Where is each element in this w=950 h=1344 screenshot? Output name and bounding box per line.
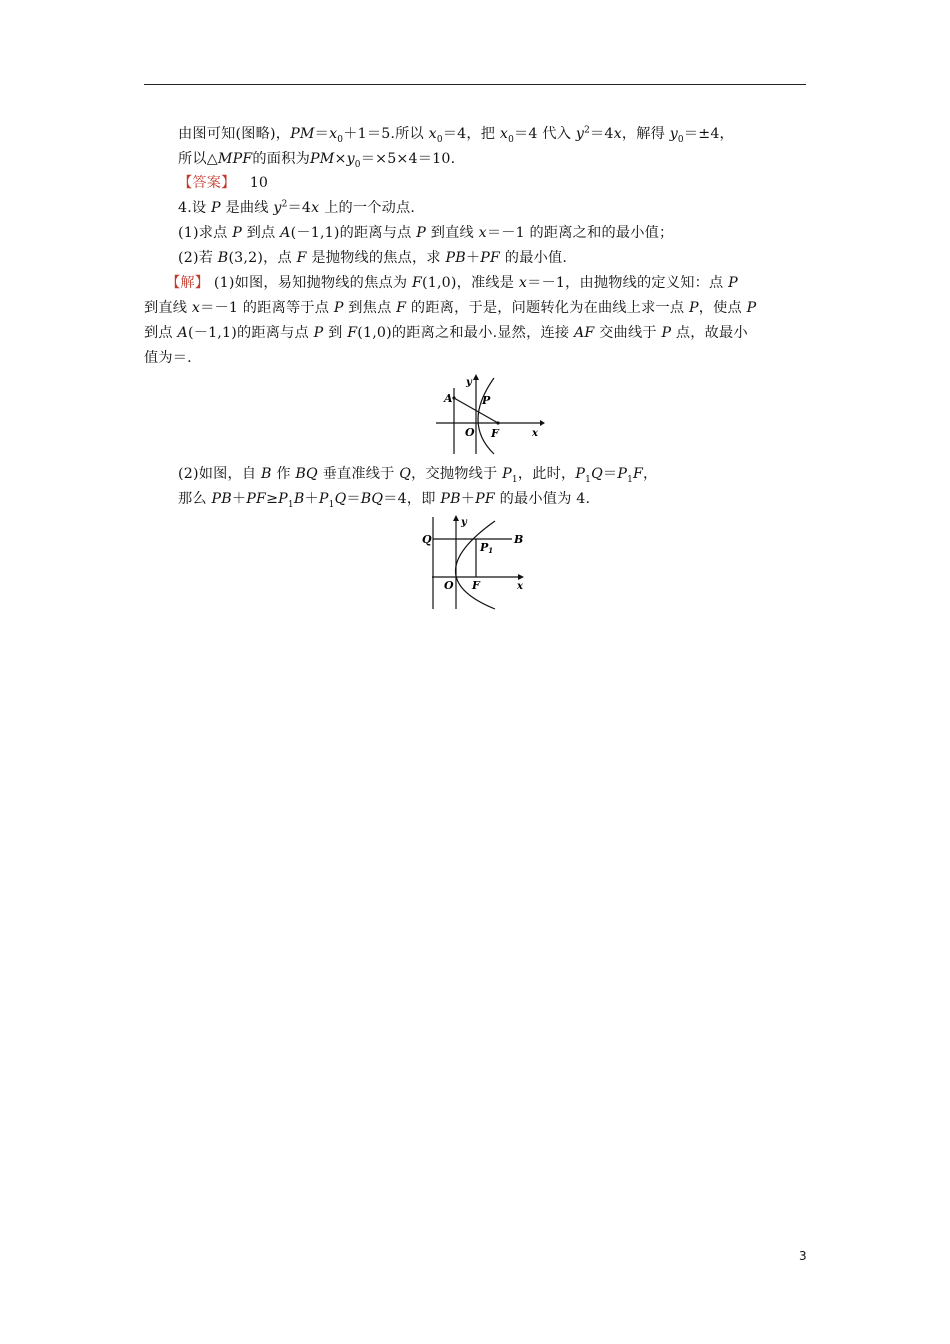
fig1-label-p: P xyxy=(482,394,491,407)
fig2-label-f: F xyxy=(472,579,480,592)
solution-tag: 【解】 xyxy=(166,275,210,291)
fig1-label-y: y xyxy=(466,377,472,388)
answer-value: 10 xyxy=(249,175,269,191)
header-rule xyxy=(144,84,806,85)
solution-line-2: 到直线 x＝－1 的距离等于点 P 到焦点 F 的距离，于是，问题转化为在曲线上求一点 P，使点 P xyxy=(144,300,757,316)
fig2-label-y: y xyxy=(461,517,467,528)
problem-4: 4.设 P 是曲线 $y^2=4x$ 上的一个动点. xyxy=(178,199,416,216)
solution-line-3: 到点 A(－1,1)的距离与点 P 到 F(1,0)的距离之和最小.显然，连接 AF 交曲线于 P 点，故最小 xyxy=(144,325,748,341)
fig1-label-f: F xyxy=(491,427,499,440)
figure-2-svg xyxy=(420,513,535,613)
fig2-label-p1 xyxy=(479,541,493,555)
problem-4-part-2: (2)若 B(3,2)，点 F 是抛物线的焦点，求 PB＋PF 的最小值. xyxy=(178,250,568,266)
text-line-1: 由图可知(图略)，$PM=x_0+1=5$.所以 $x_0=4$，把 $x_0=4$ 代入 $y^2=4x$，解得 $y_0=\pm 4$， xyxy=(178,125,734,145)
fig2-label-o: O xyxy=(444,579,454,592)
solution-part-2-line-2: 那么 $PB+PF\ge P_1B+P_1Q=BQ=4$，即 PB＋PF 的最小值为 4. xyxy=(178,491,591,510)
problem-4-part-1: (1)求点 P 到点 A(－1,1)的距离与点 P 到直线 x＝－1 的距离之和的最小值； xyxy=(178,225,674,241)
solution-line-4: 值为＝. xyxy=(144,350,192,366)
text-line-2: 所以△MPF的面积为$PM\times y_0=\times 5\times 4=10$. xyxy=(178,151,456,170)
fig1-label-a: A xyxy=(444,392,453,405)
fig2-label-b: B xyxy=(514,533,524,546)
figure-1 xyxy=(432,368,547,458)
fig2-x-arrow-icon xyxy=(518,574,524,580)
page-number: 3 xyxy=(799,1249,807,1263)
figure-2 xyxy=(420,513,535,613)
fig2-label-p1-main: P xyxy=(480,541,489,554)
fig1-point-f xyxy=(496,421,499,424)
solution-line-1: 【解】 (1)如图，易知抛物线的焦点为 F(1,0)，准线是 x＝－1，由抛物线的定义知：点 P xyxy=(166,275,738,291)
fig2-label-x: x xyxy=(517,581,523,592)
fig1-point-a xyxy=(452,396,455,399)
fig1-y-arrow-icon xyxy=(473,374,479,380)
fig2-label-p1-sub: 1 xyxy=(488,546,494,555)
fig1-label-o: O xyxy=(465,426,475,439)
solution-part-2-line-1: (2)如图，自 B 作 BQ 垂直准线于 Q，交抛物线于 $P_1$，此时，$P_1Q=P_1F$， xyxy=(178,466,658,485)
fig2-y-arrow-icon xyxy=(453,515,459,521)
fig2-parabola xyxy=(456,521,496,609)
fig1-x-arrow-icon xyxy=(540,420,545,426)
fig1-label-x: x xyxy=(532,428,538,439)
answer-line xyxy=(178,173,268,193)
fig2-label-q: Q xyxy=(422,533,432,546)
answer-tag: 【答案】 xyxy=(178,175,236,191)
figure-1-svg xyxy=(432,368,547,458)
